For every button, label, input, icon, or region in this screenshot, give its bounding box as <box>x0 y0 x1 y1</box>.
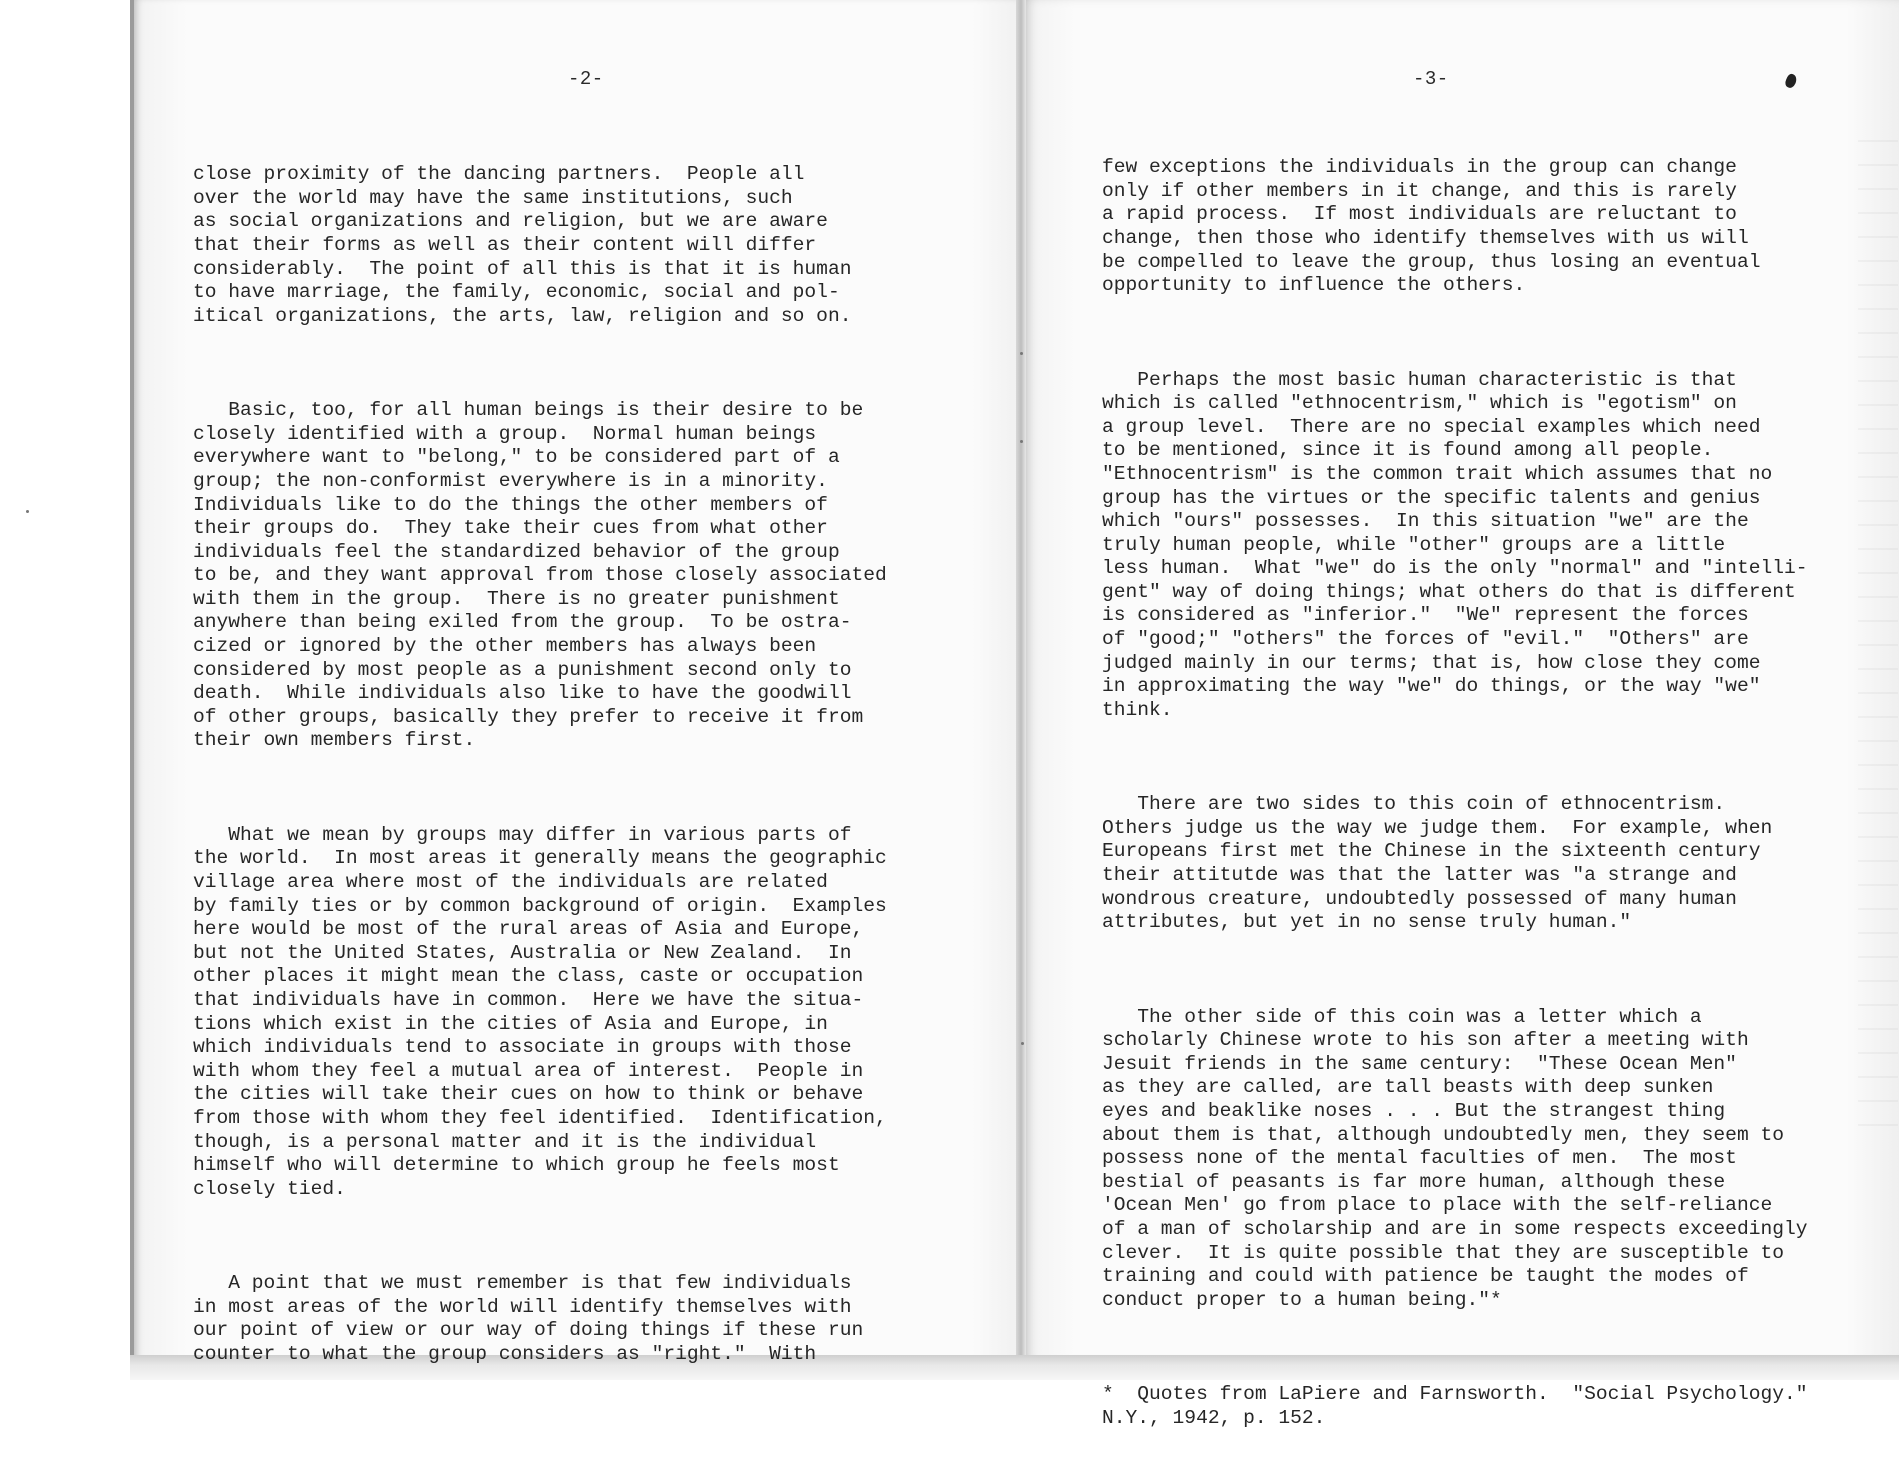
scan-speck <box>1021 1042 1024 1045</box>
right-page-text <box>1102 109 1808 1477</box>
scan-speck <box>26 510 29 513</box>
footnote: * Quotes from LaPiere and Farnsworth. "Social Psychology." N.Y., 1942, p. 152. <box>1102 1383 1808 1429</box>
scan-margin <box>0 0 130 1380</box>
paragraph: few exceptions the individuals in the group can change only if other members in it change, and this is rarely a rapid process. If most individuals are reluctant to change, then those who identify themselves with us will be compelled to leave the group, thus losing an eventual opportunity to influence the others. <box>1102 156 1761 297</box>
book-gutter <box>1016 0 1026 1362</box>
paragraph: Perhaps the most basic human characteristic is that which is called "ethnocentrism," which is "egotism" on a group level. There are no special examples which need to be mentioned, since it is found among all people. "Ethnocentrism" is the common trait which assumes that no group has the virtues or the specific talents and genius which "ours" possesses. In this situation "we" are the truly human people, while "other" groups are a little less human. What "we" do is the only "normal" and "intelli- gent" way of doing things; what others do that is different is considered as "inferior." "We" represent the forces of "good;" "others" the forces of "evil." "Others" are judged mainly in our terms; that is, how close they come in approximating the way "we" do things, or the way "we" think. <box>1102 368 1808 721</box>
left-page-text <box>193 116 887 1414</box>
paragraph: The other side of this coin was a letter which a scholarly Chinese wrote to his son after a meeting with Jesuit friends in the same century: "These Ocean Men" as they are called, are tall beasts with deep sunken eyes and beaklike noses . . . But the strangest thing about them is that, although undoubtedly men, they seem to possess none of the mental faculties of men. The most bestial of peasants is far more human, although these 'Ocean Men' go from place to place with the self-reliance of a man of scholarship and are in some respects exceedingly clever. It is quite possible that they are susceptible to training and could with patience be taught the modes of conduct proper to a human being."* <box>1102 1005 1808 1311</box>
paragraph: What we mean by groups may differ in various parts of the world. In most areas it generally means the geographic village area where most of the individuals are related by family ties or by common background of origin. Examples here would be most of the rural areas of Asia and Europe, but not the United States, Australia or New Zealand. In other places it might mean the class, caste or occupation that individuals have in common. Here we have the situa- tions which exist in the cities of Asia and Europe, in which individuals tend to associate in groups with those with whom they feel a mutual area of interest. People in the cities will take their cues on how to think or behave from those with whom they feel identified. Identification, though, is a personal matter and it is the individual himself who will determine to which group he feels most closely tied. <box>193 823 887 1200</box>
scan-speck <box>1020 352 1023 355</box>
paragraph: There are two sides to this coin of ethnocentrism. Others judge us the way we judge them. For example, when Europeans first met the Chinese in the sixteenth century their attitutde was that the latter was "a strange and wondrous creature, undoubtedly possessed of many human attributes, but yet in no sense truly human." <box>1102 793 1773 934</box>
paragraph: Basic, too, for all human beings is their desire to be closely identified with a group. Normal human beings everywhere want to "belong," to be considered part of a group; the non-conformist everywhere is in a minority. Individuals like to do the things the other members of their groups do. They take their cues from what other individuals feel the standardized behavior of the group to be, and they want approval from those closely associated with them in the group. There is no greater punishment anywhere than being exiled from the group. To be ostra- cized or ignored by the other members has always been considered by most people as a punishment second only to death. While individuals also like to have the goodwill of other groups, basically they prefer to receive it from their own members first. <box>193 399 887 752</box>
page-number-left: -2- <box>568 68 604 90</box>
scan-speck <box>1020 440 1023 443</box>
paragraph: close proximity of the dancing partners. People all over the world may have the same institutions, such as social organizations and religion, but we are aware that their forms as well as their content will differ considerably. The point of all this is that it is human to have marriage, the family, economic, social and pol- itical organizations, the arts, law, religion and so on. <box>193 163 852 327</box>
paragraph: A point that we must remember is that few individuals in most areas of the world will identify themselves with our point of view or our way of doing things if these run counter to what the group considers as "right." With <box>193 1272 864 1365</box>
bleed-through-edge <box>1858 140 1898 1140</box>
page-number-right: -3- <box>1413 68 1449 90</box>
